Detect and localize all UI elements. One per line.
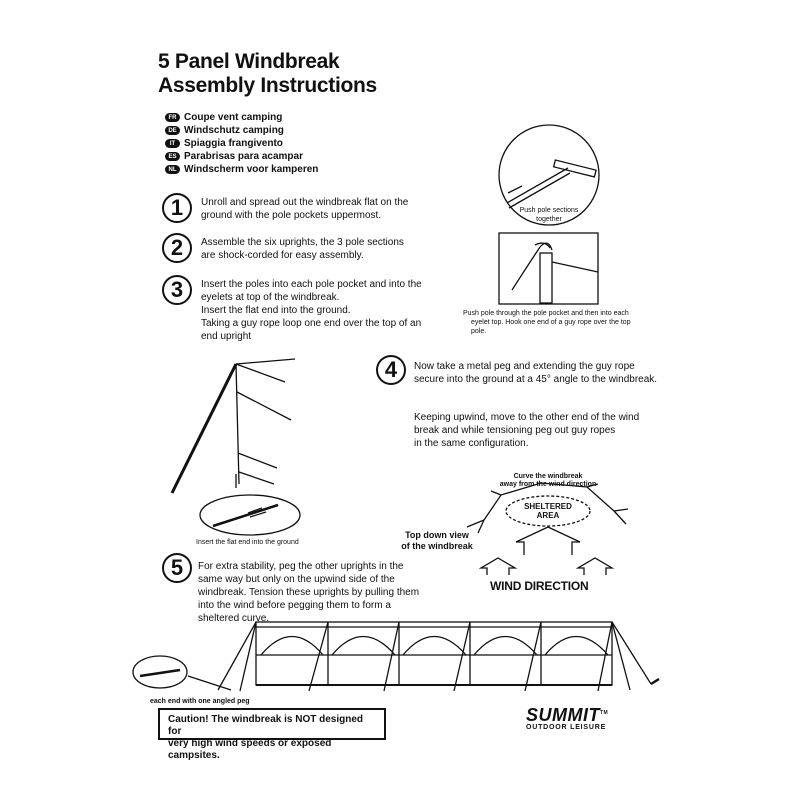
step-3-line: Insert the poles into each pole pocket and into the: [201, 279, 422, 290]
step-number-4: 4: [376, 355, 406, 385]
sheltered-line: AREA: [536, 511, 560, 520]
step-2-line: are shock-corded for easy assembly.: [201, 250, 364, 261]
language-code-badge: ES: [165, 152, 180, 161]
language-code-badge: IT: [165, 139, 180, 148]
caption-line: Push pole through the pole pocket and then into each: [463, 310, 629, 317]
brand-logo: [526, 704, 608, 732]
sheltered-area-label: [508, 502, 588, 520]
step-4-line: Now take a metal peg and extending the guy rope: [414, 361, 635, 372]
flat-end-peg-illustration: [200, 495, 300, 535]
step-5-line: sheltered curve.: [198, 613, 270, 624]
step-4-line: secure into the ground at a 45° angle to the windbreak.: [414, 374, 658, 385]
curve-label-line: Curve the windbreak: [513, 473, 583, 480]
caution-box: [158, 708, 386, 761]
step-3-line: end upright: [201, 331, 252, 342]
caution-line: very high wind speeds or exposed campsites.: [168, 738, 332, 761]
step-4-extra-line: in the same configuration.: [414, 438, 529, 449]
eyelet-detail-illustration: [499, 233, 598, 304]
language-text: Spiaggia frangivento: [184, 138, 283, 149]
title-line-1: 5 Panel Windbreak: [158, 50, 340, 73]
curve-label: [484, 473, 612, 489]
brand-tm: TM: [600, 710, 609, 716]
language-text: Windschutz camping: [184, 125, 284, 136]
step-1-line: ground with the pole pockets uppermost.: [201, 210, 382, 221]
title-line-2: Assembly Instructions: [158, 74, 377, 97]
language-text: Coupe vent camping: [184, 112, 283, 123]
top-down-view-illustration: [467, 483, 628, 575]
step-number-3: 3: [162, 275, 192, 305]
language-code-badge: DE: [165, 126, 180, 135]
step-1-line: Unroll and spread out the windbreak flat on the: [201, 197, 409, 208]
angled-peg-caption: each end with one angled peg: [150, 698, 250, 705]
caption-line: eyelet top. Hook one end of a guy rope over the top pole.: [471, 319, 631, 335]
eyelet-caption: [463, 309, 633, 336]
caption-line: together: [536, 216, 562, 223]
step-5-line: windbreak. Tension these uprights by pulling them: [198, 587, 420, 598]
top-down-line: Top down view: [405, 530, 469, 540]
top-down-line: of the windbreak: [401, 541, 473, 551]
top-down-view-label: [397, 530, 477, 552]
step-5-line: same way but only on the upwind side of the: [198, 574, 395, 585]
sheltered-line: SHELTERED: [524, 502, 572, 511]
curve-label-line: away from the wind direction: [499, 481, 597, 488]
step-5-line: into the wind before pegging them to form a: [198, 600, 391, 611]
step-3-line: eyelets at top of the windbreak.: [201, 292, 340, 303]
step-number-5: 5: [162, 553, 192, 583]
language-text: Parabrisas para acampar: [184, 151, 303, 162]
step-3-line: Taking a guy rope loop one end over the top of an: [201, 318, 422, 329]
language-code-badge: NL: [165, 165, 180, 174]
step-4-extra-line: Keeping upwind, move to the other end of the wind: [414, 412, 640, 423]
windbreak-front-illustration: [133, 622, 659, 691]
caption-line: Push pole sections: [519, 207, 579, 214]
caution-line: Caution! The windbreak is NOT designed for: [168, 714, 364, 737]
brand-name: SUMMIT: [526, 705, 600, 725]
step-3-line: Insert the flat end into the ground.: [201, 305, 351, 316]
step-4-extra-line: break and while tensioning peg out guy ropes: [414, 425, 616, 436]
flat-end-caption: Insert the flat end into the ground: [196, 539, 299, 546]
step-5-line: For extra stability, peg the other uprights in the: [198, 561, 404, 572]
step-number-1: 1: [162, 193, 192, 223]
language-text: Windscherm voor kamperen: [184, 164, 319, 175]
wind-direction-label: WIND DIRECTION: [490, 579, 589, 593]
step-number-2: 2: [162, 233, 192, 263]
language-code-badge: FR: [165, 113, 180, 122]
step-2-line: Assemble the six uprights, the 3 pole sections: [201, 237, 404, 248]
brand-subtitle: OUTDOOR LEISURE: [526, 724, 607, 731]
push-pole-caption: [514, 206, 584, 224]
upright-side-view-illustration: [172, 359, 295, 493]
